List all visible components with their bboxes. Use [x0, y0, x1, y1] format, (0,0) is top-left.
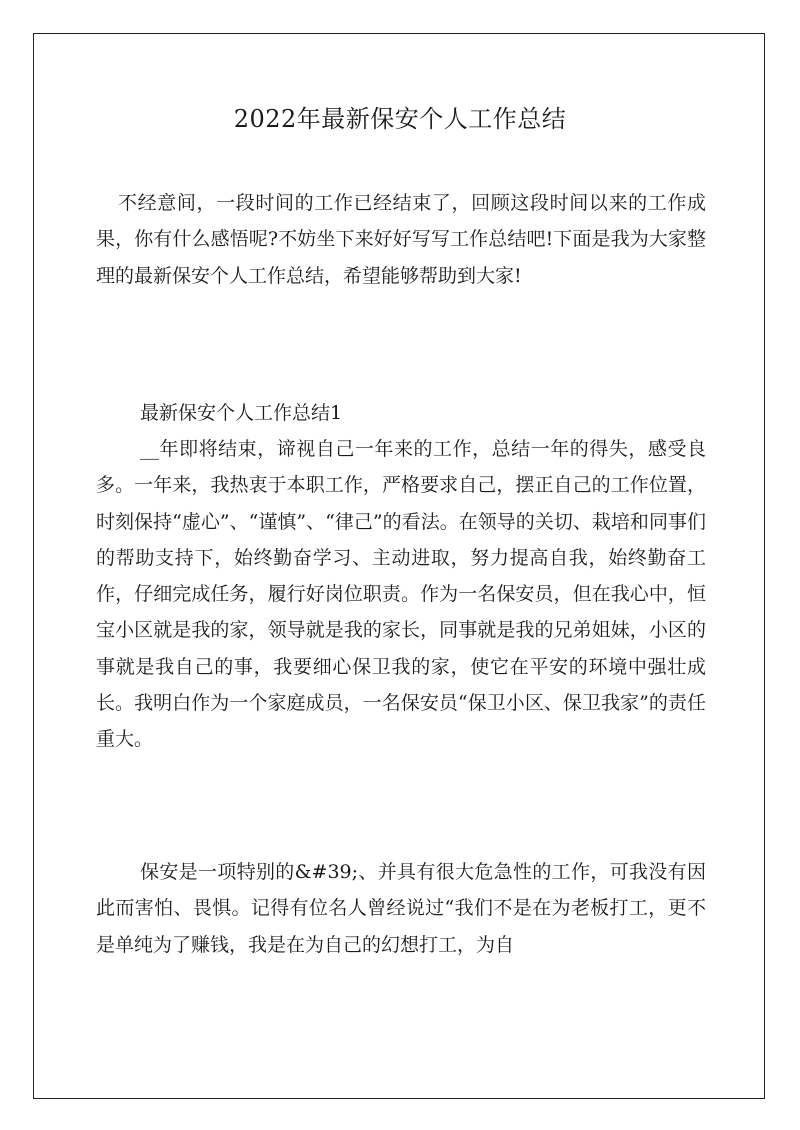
body-paragraph-2: 保安是一项特别的&#39;、并具有很大危急性的工作，可我没有因此而害怕、畏惧。记得有位名人曾经说过“我们不是在为老板打工，更不是单纯为了赚钱，我是在为自己的幻想打工，为自 — [96, 861, 706, 956]
intro-paragraph: 不经意间，一段时间的工作已经结束了，回顾这段时间以来的工作成果，你有什么感悟呢?不妨坐下来好好写写工作总结吧!下面是我为大家整理的最新保安个人工作总结，希望能够帮助到大家! — [96, 192, 706, 287]
document-title: 2022年最新保安个人工作总结 — [233, 105, 567, 133]
section-heading: 最新保安个人工作总结1 — [140, 402, 343, 424]
body-paragraph-1: __年即将结束，谛视自己一年来的工作，总结一年的得失，感受良多。一年来，我热衷于本职工作，严格要求自己，摆正自己的工作位置，时刻保持“虚心”、“谨慎”、“律己”的看法。在领导的关切、栽培和同事们的帮助支持下，始终勤奋学习、主动进取，努力提高自我，始终勤奋工作，仔细完成任务，履行好岗位职责。作为一名保安员，但在我心中，恒宝小区就是我的家，领导就是我的家长，同事就是我的兄弟姐妹，小区的事就是我自己的事，我要细心保卫我的家，使它在平安的环境中强壮成长。我明白作为一个家庭成员，一名保安员“保卫小区、保卫我家”的责任重大。 — [96, 438, 706, 751]
